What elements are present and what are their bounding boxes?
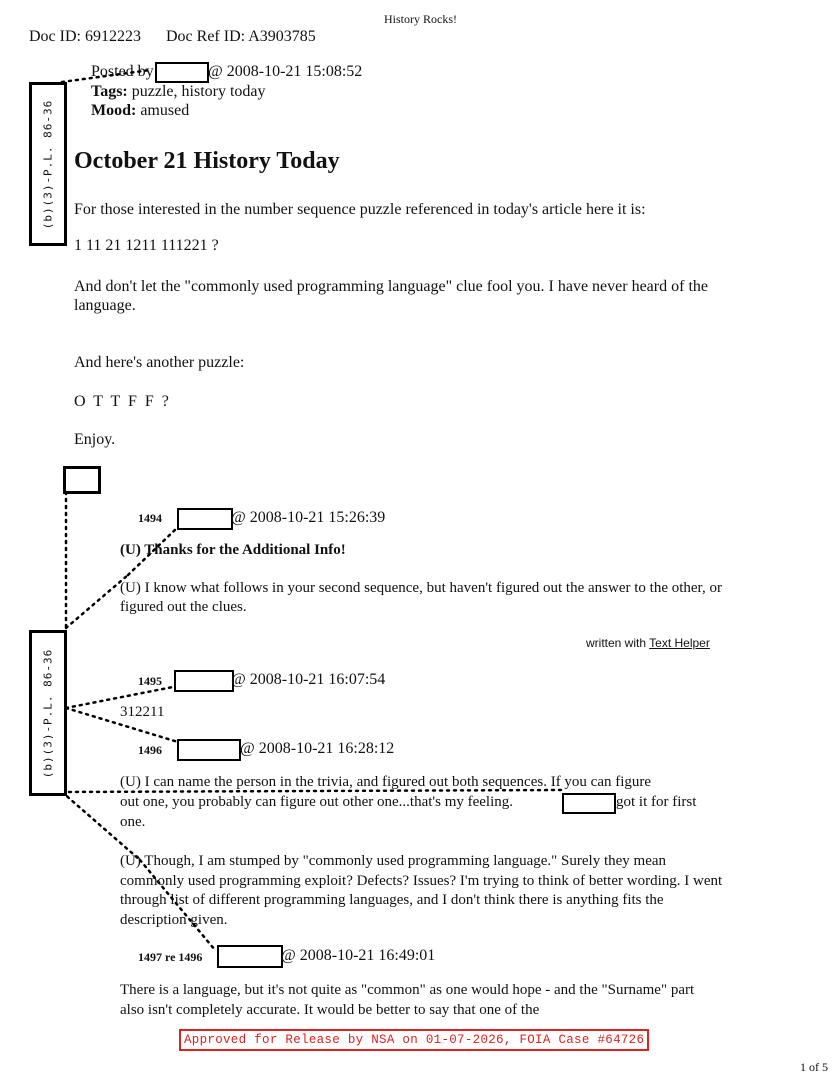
number-sequence: 1 11 21 1211 111221 ? (74, 237, 219, 254)
comment-timestamp: @ 2008-10-21 15:26:39 (231, 509, 386, 526)
exemption-label: (b)(3)-P.L. 86-36 (41, 648, 55, 778)
redaction-box (177, 739, 241, 761)
release-stamp: Approved for Release by NSA on 01-07-2026, FOIA Case #64726 (179, 1029, 649, 1051)
exemption-label: (b)(3)-P.L. 86-36 (41, 99, 55, 229)
header-title: History Rocks! (384, 12, 457, 26)
page-number: 1 of 5 (800, 1060, 828, 1074)
exemption-box-top (29, 82, 67, 246)
text-helper-link[interactable]: Text Helper (649, 636, 710, 650)
post-paragraph: And here's another puzzle: (74, 354, 245, 371)
comment-text-line: out one, you probably can figure out other one...that's my feeling. (120, 794, 514, 810)
redaction-box (562, 793, 616, 814)
post-paragraph: Enjoy. (74, 431, 116, 448)
post-timestamp: @ 2008-10-21 15:08:52 (208, 63, 363, 80)
post-title: October 21 History Today (74, 148, 340, 174)
letter-sequence: O T T F F ? (74, 393, 171, 410)
comment-timestamp: @ 2008-10-21 16:28:12 (240, 740, 395, 757)
comment-timestamp: @ 2008-10-21 16:07:54 (231, 671, 386, 688)
redaction-box (63, 466, 101, 494)
comment-text: (U) Though, I am stumped by "commonly used programming language." Surely they mean commonly used programming exploit? Defects? Issues? I'm trying to think of better wording. I went through list of different programming languages, and I don't think there is anything fits the description given. (120, 853, 723, 928)
posted-by-label: Posted by (91, 63, 154, 80)
comment-text-line: got it for first (616, 794, 697, 810)
helper-prefix: written with (586, 636, 647, 650)
comment-text-line: (U) I can name the person in the trivia, and figured out both sequences. If you can figure (120, 774, 652, 790)
doc-ref-id: Doc Ref ID: A3903785 (166, 28, 316, 45)
post-paragraph: For those interested in the number sequence puzzle referenced in today's article here it is: (74, 201, 646, 218)
doc-id: Doc ID: 6912223 (29, 28, 141, 45)
comment-text-line: one. (120, 814, 146, 830)
comment-text: (U) I know what follows in your second sequence, but haven't figured out the answer to the other, or figured out the clues. (120, 580, 722, 615)
tags-label: Tags: (91, 83, 128, 100)
redaction-box (217, 945, 283, 968)
comment-timestamp: @ 2008-10-21 16:49:01 (281, 947, 436, 964)
tags-line (91, 83, 266, 101)
comment-id: 1494 (138, 511, 162, 525)
comment-id: 1496 (138, 743, 162, 757)
exemption-box-bottom (29, 630, 67, 796)
comment-title: (U) Thanks for the Additional Info! (120, 542, 346, 558)
mood-value: amused (140, 102, 190, 119)
post-paragraph: And don't let the "commonly used programming language" clue fool you. I have never heard of the language. (74, 278, 708, 314)
redaction-box (155, 62, 209, 83)
redaction-box (177, 508, 233, 530)
comment-id: 1495 (138, 674, 162, 688)
comment-text: 312211 (120, 704, 165, 720)
mood-line (91, 102, 189, 120)
comment-id: 1497 re 1496 (138, 950, 203, 964)
redaction-box (174, 670, 234, 692)
comment-text: There is a language, but it's not quite as "common" as one would hope - and the "Surname" part also isn't completely accurate. It would be better to say that one of the (120, 982, 695, 1018)
text-helper-credit (586, 636, 710, 650)
mood-label: Mood: (91, 102, 137, 119)
tags-value: puzzle, history today (131, 83, 266, 100)
